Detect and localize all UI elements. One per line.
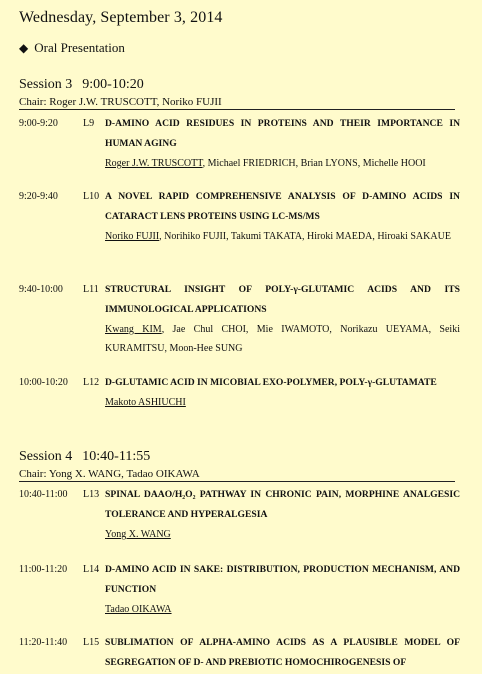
section-heading [19, 40, 125, 56]
presenter-name: Roger J.W. TRUSCOTT [105, 158, 203, 169]
talk-time: 9:40-10:00 [19, 284, 63, 295]
presenter-name: Kwang KIM [105, 324, 162, 335]
talk-time: 9:20-9:40 [19, 191, 58, 202]
presenter-name: Yong X. WANG [105, 529, 171, 540]
talk-code: L14 [83, 564, 100, 575]
talk-title: A NOVEL RAPID COMPREHENSIVE ANALYSIS OF D-AMINO ACIDS IN CATARACT LENS PROTEINS USING LC-MS/MS [105, 191, 460, 222]
talk-body [105, 280, 460, 358]
coauthor-names: , Jae Chul CHOI, Mie IWAMOTO, Norikazu UEYAMA, Seiki KURAMITSU, Moon-Hee SUNG [105, 324, 460, 354]
talk-title: SPINAL DAAO/H₂O₂ PATHWAY IN CHRONIC PAIN, MORPHINE ANALGESIC TOLERANCE AND HYPERALGESIA [105, 489, 460, 520]
talk-code: L9 [83, 118, 95, 129]
session-chair: Chair: Yong X. WANG, Tadao OIKAWA [19, 468, 455, 482]
talk-time: 11:00-11:20 [19, 564, 68, 575]
talk-body [105, 373, 460, 412]
talk-body [105, 114, 460, 173]
presenter-name: Makoto ASHIUCHI [105, 397, 186, 408]
talk-authors [105, 154, 460, 173]
talk-time: 10:40-11:00 [19, 489, 68, 500]
talk-body [105, 485, 460, 544]
talk-title: D-AMINO ACID IN SAKE: DISTRIBUTION, PRODUCTION MECHANISM, AND FUNCTION [105, 564, 460, 595]
talk-time: 10:00-10:20 [19, 377, 68, 388]
talk-body [105, 187, 460, 246]
talk-title: D-GLUTAMIC ACID IN MICOBIAL EXO-POLYMER, POLY-γ-GLUTAMATE [105, 377, 437, 388]
talk-authors [105, 525, 460, 544]
page-date: Wednesday, September 3, 2014 [19, 9, 223, 26]
diamond-icon: ◆ [19, 41, 29, 55]
presenter-name: Tadao OIKAWA [105, 604, 172, 615]
talk-authors [105, 600, 460, 619]
talk-title: STRUCTURAL INSIGHT OF POLY-γ-GLUTAMIC ACIDS AND ITS IMMUNOLOGICAL APPLICATIONS [105, 284, 460, 315]
talk-code: L12 [83, 377, 100, 388]
session-label: Session 3 [19, 77, 73, 92]
session-label: Session 4 [19, 449, 73, 464]
talk-title: D-AMINO ACID RESIDUES IN PROTEINS AND THEIR IMPORTANCE IN HUMAN AGING [105, 118, 460, 149]
session-heading [19, 77, 144, 93]
talk-code: L15 [83, 637, 100, 648]
talk-body [105, 560, 460, 619]
presenter-name: Noriko FUJII [105, 231, 160, 242]
talk-time: 11:20-11:40 [19, 637, 68, 648]
session-time: 9:00-10:20 [82, 77, 144, 92]
talk-authors [105, 227, 460, 246]
session-chair: Chair: Roger J.W. TRUSCOTT, Noriko FUJII [19, 96, 455, 110]
talk-code: L11 [83, 284, 99, 295]
coauthor-names: , Norihiko FUJII, Takumi TAKATA, Hiroki MAEDA, Hiroaki SAKAUE [159, 231, 451, 242]
talk-title: SUBLIMATION OF ALPHA-AMINO ACIDS AS A PLAUSIBLE MODEL OF SEGREGATION OF D- AND PREBIOTIC HOMOCHIROGENESIS OF [105, 637, 460, 668]
talk-time: 9:00-9:20 [19, 118, 58, 129]
coauthor-names: , Michael FRIEDRICH, Brian LYONS, Michelle HOOI [202, 158, 426, 169]
session-time: 10:40-11:55 [82, 449, 151, 464]
talk-code: L10 [83, 191, 100, 202]
session-heading [19, 449, 150, 465]
talk-authors [105, 320, 460, 358]
section-label: Oral Presentation [34, 40, 125, 55]
talk-code: L13 [83, 489, 100, 500]
talk-body [105, 633, 460, 673]
talk-authors [105, 393, 460, 412]
